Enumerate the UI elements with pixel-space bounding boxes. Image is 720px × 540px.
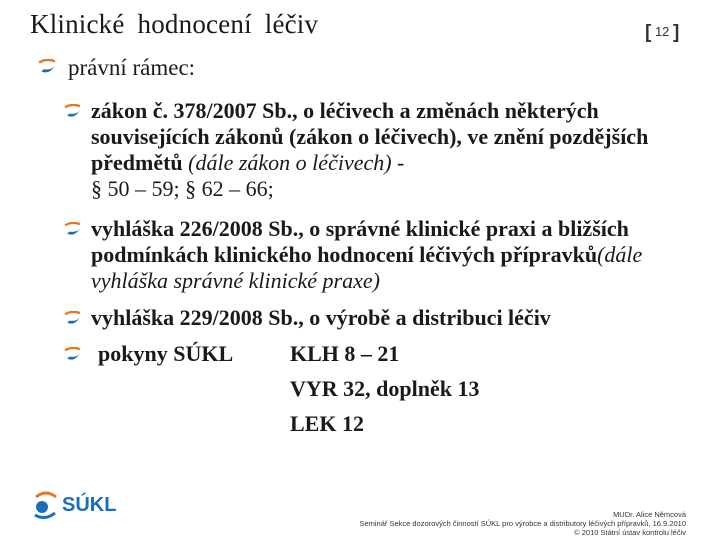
bracket-left: [ xyxy=(645,22,652,43)
logo-text: SÚKL xyxy=(62,494,117,516)
bullet-swoosh-icon xyxy=(64,347,81,362)
footer-event: Seminář Sekce dozorových činností SÚKL pro výrobce a distributory léčivých přípravků, 16.9.2010 xyxy=(359,519,686,528)
item-italic-text: (dále vyhláška správné klinické praxe) xyxy=(91,242,643,293)
item-italic-text: (dále zákon o léčivech) - xyxy=(182,150,405,175)
bullet-swoosh-icon xyxy=(38,59,56,75)
item-bold-text: zákon č. 378/2007 Sb., o léčivech a změnách některých souvisejících zákonů (zákon o léčivech), ve znění pozdějších předmětů xyxy=(91,98,649,175)
footer-author: MUDr. Alice Němcová xyxy=(613,510,686,519)
page-number xyxy=(645,20,679,42)
pokyny-label: pokyny SÚKL xyxy=(98,341,234,366)
list-item xyxy=(64,216,701,294)
sukl-logo-icon xyxy=(32,491,58,521)
list-item xyxy=(64,305,701,331)
pokyny-code: VYR 32, doplněk 13 xyxy=(290,376,480,401)
slide-title: Klinické hodnocení léčiv xyxy=(30,9,319,39)
item-normal-text: § 50 – 59; § 62 – 66; xyxy=(91,176,274,201)
bracket-right: ] xyxy=(673,22,680,43)
pokyny-code: LEK 12 xyxy=(290,411,364,436)
bullet-swoosh-icon xyxy=(64,311,81,326)
page-number-value: 12 xyxy=(654,24,670,39)
item-bold-text: vyhláška 229/2008 Sb., o výrobě a distribuci léčiv xyxy=(91,305,551,330)
footer xyxy=(359,510,686,537)
bullet-swoosh-icon xyxy=(64,104,81,119)
pokyny-code: KLH 8 – 21 xyxy=(290,341,400,366)
bullet-swoosh-icon xyxy=(64,222,81,237)
list-item xyxy=(64,98,701,202)
footer-copyright: © 2010 Státní ústav kontrolu léčiv xyxy=(574,528,686,537)
section-label: právní rámec: xyxy=(68,55,196,80)
item-bold-text: vyhláška 226/2008 Sb., o správné klinické praxi a bližších podmínkách klinického hodnocení léčivých přípravků xyxy=(91,216,629,267)
